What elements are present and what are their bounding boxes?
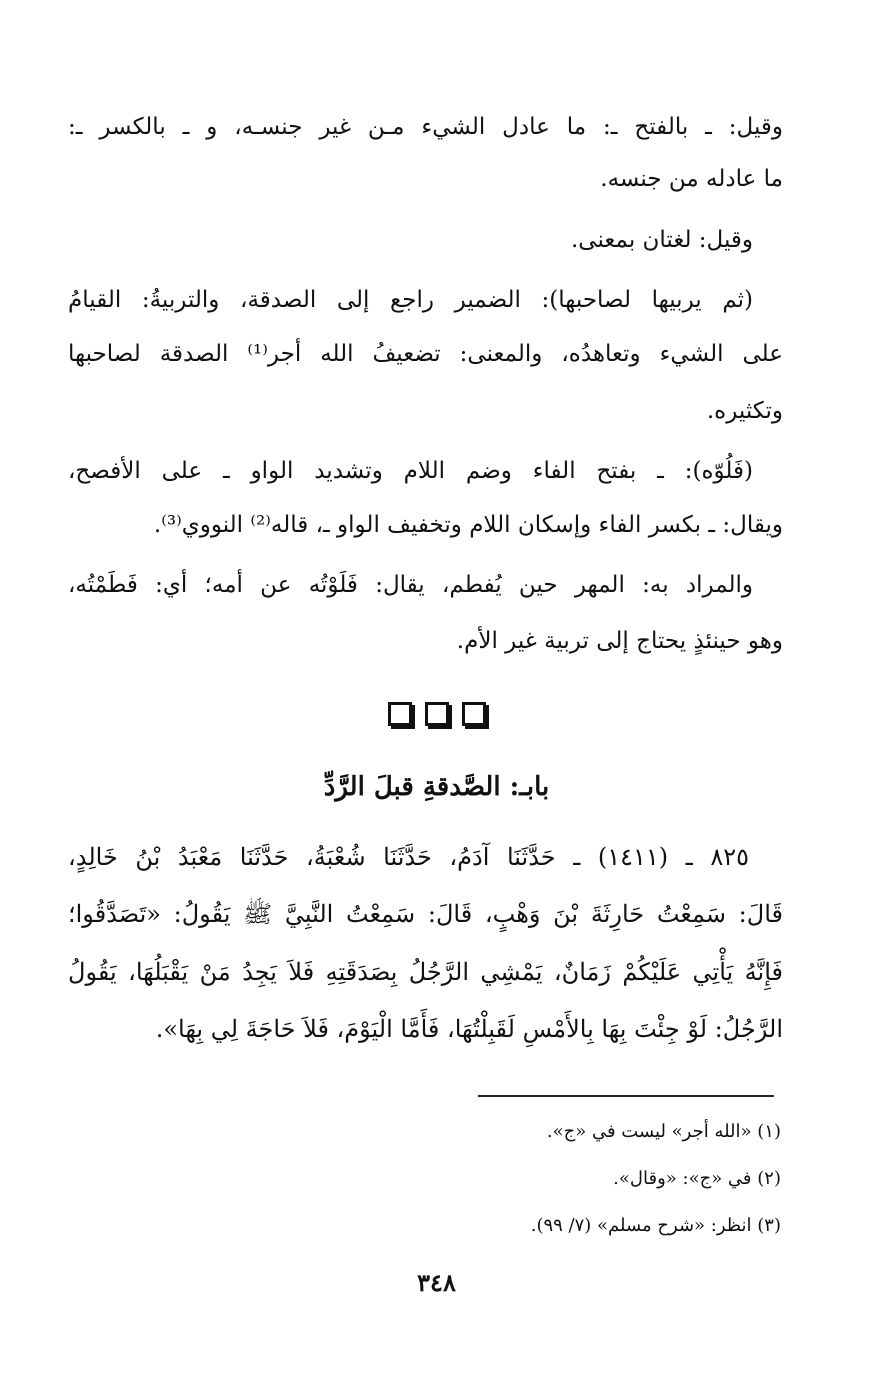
hadith-line: قَالَ: سَمِعْتُ حَارِثَةَ بْنَ وَهْبٍ، قَالَ: سَمِعْتُ النَّبِيَّ ﷺ يَقُولُ: «تَصَدَّقُوا؛ xyxy=(68,900,783,928)
hadith-line: فَإِنَّهُ يَأْتِي عَلَيْكُمْ زَمَانٌ، يَمْشِي الرَّجُلُ بِصَدَقَتِهِ فَلاَ يَجِدُ مَنْ يَقْبَلُهَا، يَقُولُ xyxy=(68,958,783,986)
paragraph-line: وقيل: لغتان بمعنى. xyxy=(571,227,753,253)
square-bracket-ornament-icon xyxy=(388,702,412,726)
footnote: (٢) في «ج»: «وقال». xyxy=(613,1168,781,1189)
page-number: ٣٤٨ xyxy=(417,1268,456,1297)
paragraph-line: (فَلُوّه): ـ بفتح الفاء وضم اللام وتشديد الواو ـ على الأفصح، xyxy=(68,458,753,484)
footnote: (١) «الله أجر» ليست في «ج». xyxy=(546,1121,781,1142)
chapter-title: بابـ: الصَّدقةِ قبلَ الرَّدِّ xyxy=(323,772,550,802)
paragraph-line: ويقال: ـ بكسر الفاء وإسكان اللام وتخفيف الواو ـ، قاله⁽²⁾ النووي⁽³⁾. xyxy=(153,512,783,538)
paragraph-line: (ثم يربيها لصاحبها): الضمير راجع إلى الصدقة، والتربيةُ: القيامُ xyxy=(68,287,753,313)
paragraph-line: وهو حينئذٍ يحتاج إلى تربية غير الأم. xyxy=(456,628,783,654)
hadith-line: ٨٢٥ ـ (١٤١١) ـ حَدَّثَنَا آدَمُ، حَدَّثَنَا شُعْبَةُ، حَدَّثَنَا مَعْبَدُ بْنُ خَالِدٍ، xyxy=(68,843,750,871)
square-bracket-ornament-icon xyxy=(425,702,449,726)
section-separator xyxy=(0,702,873,726)
paragraph-line: وقيل: ـ بالفتح ـ: ما عادل الشيء مـن غير جنسـه، و ـ بالكسر ـ: xyxy=(68,114,783,140)
footnote: (٣) انظر: «شرح مسلم» (٧/ ٩٩). xyxy=(530,1215,781,1236)
footnote-divider xyxy=(478,1095,774,1097)
square-bracket-ornament-icon xyxy=(462,702,486,726)
paragraph-line: على الشيء وتعاهدُه، والمعنى: تضعيفُ الله أجر⁽¹⁾ الصدقة لصاحبها xyxy=(68,341,783,367)
paragraph-line: وتكثيره. xyxy=(706,398,783,424)
paragraph-line: ما عادله من جنسه. xyxy=(600,166,783,192)
paragraph-line: والمراد به: المهر حين يُفطم، يقال: فَلَوْتُه عن أمه؛ أي: فَطَمْتُه، xyxy=(68,572,753,598)
hadith-line: الرَّجُلُ: لَوْ جِئْتَ بِهَا بِالأَمْسِ لَقَبِلْتُهَا، فَأَمَّا الْيَوْمَ، فَلاَ حَاجَةَ لِي بِهَا». xyxy=(155,1015,783,1043)
